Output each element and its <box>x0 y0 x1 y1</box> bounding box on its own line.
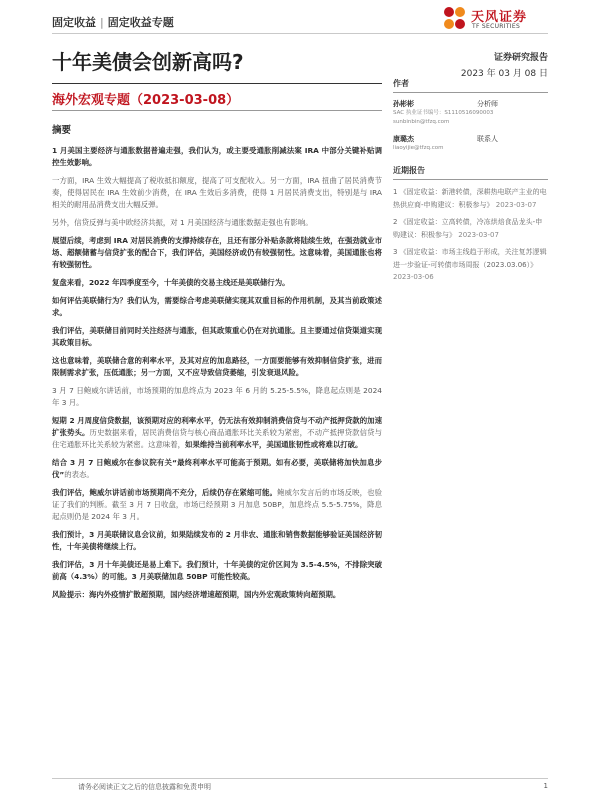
abstract-paragraph <box>52 415 382 451</box>
logo-text-cn: 天风证券 <box>471 10 528 25</box>
author-email[interactable]: liaoyijie@tfzq.com <box>393 145 444 151</box>
title-divider <box>52 83 382 84</box>
abstract-paragraph: 如何评估美联储行为？我们认为，需要综合考虑美联储实现其双重目标的作用机制，及其当前政策述求。 <box>52 296 382 317</box>
paragraph-tail: 如果维持当前利率水平，美国通胀韧性或将难以打破。 <box>185 440 363 449</box>
logo-mark-icon <box>441 6 467 32</box>
paragraph-lead: 结合 3 月 7 日鲍威尔在参议院有关“最终利率水平可能高于预期。如有必要，美联储将加快加息步伐” <box>52 458 382 479</box>
recent-report-date: 2023-03-07 <box>458 230 499 239</box>
breadcrumb-subcategory: 固定收益专题 <box>107 16 174 29</box>
recent-report-date: 2023-03-07 <box>495 200 537 209</box>
abstract-paragraph: 3 月 7 日鲍威尔讲话前，市场预期的加息终点为 2023 年 6 月的 5.25-5.5%，降息起点则是 2024 年 3 月。 <box>52 386 382 407</box>
author-list <box>393 99 548 153</box>
page-number: 1 <box>543 782 548 790</box>
recent-report-title: 1 《固定收益：新港转债，深耕热电联产主业的电热供应商-申购建议：积极参与》 <box>393 188 547 209</box>
author-role: 分析师 <box>477 100 498 108</box>
author-email[interactable]: sunbinbin@tfzq.com <box>393 119 450 125</box>
recent-report-item[interactable] <box>393 186 548 211</box>
paragraph-body: 的表态。 <box>64 470 94 479</box>
abstract-paragraph: 复盘来看，2022 年四季度至今，十年美债的交易主线还是美联储行为。 <box>52 278 290 287</box>
report-date: 2023 年 03 月 08 日 <box>460 69 548 79</box>
recent-report-title: 2 《固定收益：立高转债，冷冻烘焙食品龙头-申购建议：积极参与》 <box>393 218 543 239</box>
logo-text-en: TF SECURITIES <box>472 23 521 30</box>
paragraph-body: 历史数据来看，居民消费信贷与核心商品通胀环比关系较为紧密，不动产抵押贷款信贷与住宅通胀环比关系较为紧密。这意味着， <box>52 428 382 449</box>
breadcrumb-separator: | <box>100 16 104 29</box>
page-footer <box>52 782 548 794</box>
abstract-paragraph: 这也意味着，美联储合意的利率水平，及其对应的加息路径，一方面要能够有效抑制信贷扩张，进而限制需求扩张，压低通胀；另一方面，又不应导致信贷萎缩，引发衰退风险。 <box>52 356 382 377</box>
abstract-paragraph: 我们预计，3 月美联储议息会议前，如果陆续发布的 2 月非农、通胀和销售数据能够验证美国经济韧性，十年美债将继续上行。 <box>52 530 382 551</box>
abstract-paragraph: 1 月美国主要经济与通胀数据普遍走强，我们认为，或主要受通胀削减法案 IRA 中部分关键补贴调控生效影响。 <box>52 146 382 167</box>
author-entry <box>393 134 548 153</box>
footer-divider <box>52 778 548 779</box>
header-divider <box>52 33 548 34</box>
author-name: 康璐杰 <box>393 135 414 143</box>
recent-report-date: 2023-03-06 <box>393 273 434 281</box>
breadcrumb-category: 固定收益 <box>52 16 96 29</box>
abstract-paragraph <box>52 487 382 523</box>
paragraph-body: 鲍威尔发言后的市场反映，也验证了我们的判断。截至 3 月 7 日收盘，市场已经预期 3 月加息 50BP，加息终点 5.5-5.75%，降息起点则仍是 2024 年 3 月。 <box>52 488 382 521</box>
abstract-paragraph: 展望后续，考虑到 IRA 对居民消费的支撑持续存在，且还有部分补贴条款将陆续生效，在强劲就业市场、超额储蓄与信贷扩张的配合下，我们评估，美国经济或仍有较强韧性。这意味着，美国通胀也将有较强韧性。 <box>52 236 382 269</box>
recent-report-item[interactable] <box>393 216 548 241</box>
abstract-heading: 摘要 <box>52 125 72 136</box>
author-header <box>393 134 498 144</box>
report-subtitle: 海外宏观专题（2023-03-08） <box>52 93 240 108</box>
abstract-paragraph <box>52 457 382 481</box>
abstract-paragraph: 另外，信贷反弹与美中欧经济共振，对 1 月美国经济与通胀数据走强也有影响。 <box>52 218 313 227</box>
abstract-paragraph: 一方面，IRA 生效大幅提高了税收抵扣额度，提高了可支配收入。另一方面，IRA 扭曲了居民消费节奏，使得居民在 IRA 生效前少消费，在 IRA 生效后多消费，使得 1 月居民消费支出，特别是与 IRA 相关的耐用品消费支出大幅反弹。 <box>52 176 382 209</box>
company-logo <box>441 6 556 32</box>
abstract-paragraph: 我们评估，3 月十年美债还是易上难下。我们预计，十年美债的定价区间为 3.5-4.5%，不排除突破前高（4.3%）的可能。3 月美联储加息 50BP 可能性较高。 <box>52 560 382 581</box>
sidebar <box>393 78 548 289</box>
author-entry <box>393 99 548 127</box>
author-header <box>393 99 498 109</box>
paragraph-lead: 短期 2 月周度信贷数据，该预期对应的利率水平，仍无法有效抑制消费信贷与不动产抵押贷款的加速扩张势头。 <box>52 416 382 437</box>
recent-report-item[interactable] <box>393 246 548 284</box>
abstract-section <box>52 122 382 607</box>
recent-report-title: 3 《固定收益：市场主线趋于形成，关注复苏逻辑进一步验证-可转债市场周报（2023.03.06）》 <box>393 248 547 269</box>
authors-heading: 作者 <box>393 78 548 93</box>
risk-warning: 风险提示：海内外疫情扩散超预期，国内经济增速超预期，国内外宏观政策转向超预期。 <box>52 590 341 599</box>
recent-reports-heading: 近期报告 <box>393 165 548 180</box>
abstract-paragraph: 我们评估，美联储目前同时关注经济与通胀，但其政策重心仍在对抗通胀。且主要通过信贷渠道实现其政策目标。 <box>52 326 382 347</box>
footer-disclaimer: 请务必阅读正文之后的信息披露和免责申明 <box>78 783 211 791</box>
author-license: SAC 执业证书编号：S1110516090003 <box>393 110 494 116</box>
paragraph-lead: 我们评估，鲍威尔讲话前市场预期尚不充分，后续仍存在紧缩可能。 <box>52 488 278 497</box>
report-title: 十年美债会创新高吗? <box>52 50 244 74</box>
author-role: 联系人 <box>477 135 498 143</box>
breadcrumb <box>52 14 174 30</box>
subtitle-divider <box>52 110 382 111</box>
report-type: 证券研究报告 <box>493 53 548 63</box>
author-name: 孙彬彬 <box>393 100 414 108</box>
